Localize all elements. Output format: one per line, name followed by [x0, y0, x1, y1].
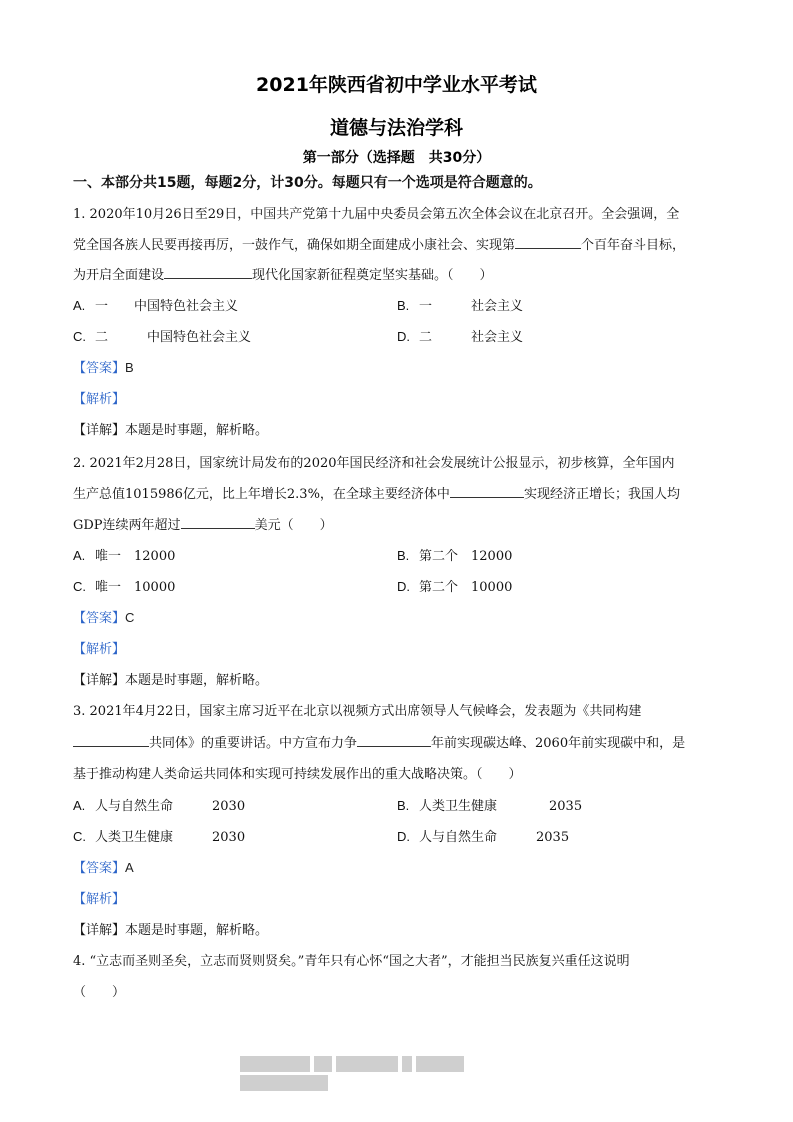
option-text: 第二个 12000 — [419, 549, 513, 564]
option-key: A. — [73, 298, 86, 313]
q2-detail — [73, 669, 268, 688]
q3-option-b[interactable] — [397, 795, 582, 814]
answer-value: B — [125, 360, 134, 375]
option-text: 唯一 12000 — [95, 549, 176, 564]
analysis-label: 【解析】 — [73, 392, 126, 407]
option-text: 一 中国特色社会主义 — [95, 299, 239, 314]
fill-blank — [450, 485, 524, 498]
q2-analysis — [73, 638, 125, 657]
q4-stem-line: （ ） — [73, 985, 126, 1000]
q2-stem-text: GDP连续两年超过 — [73, 518, 181, 533]
option-text: 唯一 10000 — [95, 580, 176, 595]
option-key: A. — [73, 798, 86, 813]
answer-label: 【答案】 — [73, 611, 126, 626]
option-key: D. — [397, 579, 410, 594]
q3-option-c[interactable] — [73, 826, 245, 845]
option-text: 二 中国特色社会主义 — [95, 330, 252, 345]
q2-answer — [73, 607, 134, 626]
q1-stem-text: 为开启全面建设 — [73, 268, 165, 283]
q3-stem-line: 基于推动构建人类命运共同体和实现可持续发展作出的重大战略决策。（ ） — [73, 767, 522, 782]
q1-detail — [73, 419, 268, 438]
q3-stem-line — [73, 732, 685, 751]
q2-option-a[interactable] — [73, 545, 175, 564]
option-key: C. — [73, 329, 86, 344]
q1-option-d[interactable] — [397, 326, 523, 345]
fill-blank — [181, 516, 255, 529]
q2-stem-text: 实现经济正增长；我国人均 — [523, 487, 680, 502]
q1-stem-text: 个百年奋斗目标， — [581, 238, 686, 253]
q1-analysis — [73, 388, 125, 407]
q2-stem-line — [73, 483, 680, 502]
analysis-label: 【解析】 — [73, 892, 126, 907]
option-key: B. — [397, 548, 410, 563]
q3-option-a[interactable] — [73, 795, 245, 814]
option-text: 人与自然生命 2035 — [419, 830, 570, 845]
option-text: 一 社会主义 — [419, 299, 524, 314]
option-key: B. — [397, 298, 410, 313]
q1-stem-line — [73, 264, 493, 283]
option-text: 二 社会主义 — [419, 330, 524, 345]
q3-stem-text: 年前实现碳达峰、2060年前实现碳中和，是 — [431, 736, 686, 751]
q2-option-b[interactable] — [397, 545, 512, 564]
part-heading: 第一部分（选择题 共30分） — [302, 150, 491, 166]
answer-value: C — [125, 610, 135, 625]
q1-stem-line — [73, 234, 685, 253]
option-key: A. — [73, 548, 86, 563]
q2-stem-text: 生产总值1015986亿元，比上年增长2.3%，在全球主要经济体中 — [73, 487, 450, 502]
q1-answer — [73, 357, 134, 376]
q2-stem-text: 美元（ ） — [254, 518, 333, 533]
fill-blank — [164, 266, 252, 279]
q4-stem-line: 4. “立志而圣则圣矣，立志而贤则贤矣。”青年只有心怀“国之大者”，才能担当民族复兴重任这说明 — [73, 954, 630, 969]
option-key: D. — [397, 329, 410, 344]
answer-label: 【答案】 — [73, 361, 126, 376]
fill-blank — [357, 734, 431, 747]
q3-detail — [73, 919, 268, 938]
q3-analysis — [73, 888, 125, 907]
answer-value: A — [125, 860, 134, 875]
option-text: 人类卫生健康 2030 — [95, 830, 246, 845]
detail-label: 【详解】 — [73, 423, 126, 438]
q2-stem-line — [73, 514, 333, 533]
q1-option-a[interactable] — [73, 295, 238, 314]
option-key: C. — [73, 579, 86, 594]
subject-title: 道德与法治学科 — [329, 117, 463, 139]
q1-option-c[interactable] — [73, 326, 251, 345]
q1-option-b[interactable] — [397, 295, 523, 314]
fill-blank — [515, 236, 581, 249]
q1-stem-text: 现代化国家新征程奠定坚实基础。（ ） — [252, 268, 493, 283]
detail-label: 【详解】 — [73, 673, 126, 688]
detail-label: 【详解】 — [73, 923, 126, 938]
q2-stem-line: 2. 2021年2月28日，国家统计局发布的2020年国民经济和社会发展统计公报显示，初步核算，全年国内 — [73, 456, 675, 471]
q3-stem-text: 共同体》的重要讲话。中方宣布力争 — [149, 736, 358, 751]
answer-label: 【答案】 — [73, 861, 126, 876]
q3-stem-line: 3. 2021年4月22日，国家主席习近平在北京以视频方式出席领导人气候峰会，发表题为《共同构建 — [73, 704, 642, 719]
q1-stem-line: 1. 2020年10月26日至29日，中国共产党第十九届中央委员会第五次全体会议在北京召开。全会强调，全 — [73, 207, 680, 222]
option-text: 人与自然生命 2030 — [95, 799, 246, 814]
q1-stem-text: 党全国各族人民要再接再厉，一鼓作气，确保如期全面建成小康社会、实现第 — [73, 238, 516, 253]
option-key: C. — [73, 829, 86, 844]
section-instruction: 一、本部分共15题，每题2分，计30分。每题只有一个选项是符合题意的。 — [73, 175, 542, 191]
option-text: 人类卫生健康 2035 — [419, 799, 583, 814]
detail-text: 本题是时事题，解析略。 — [125, 923, 269, 938]
blurred-footer-watermark — [240, 1056, 555, 1072]
option-key: B. — [397, 798, 410, 813]
fill-blank — [73, 734, 149, 747]
q3-answer — [73, 857, 134, 876]
analysis-label: 【解析】 — [73, 642, 126, 657]
q2-option-c[interactable] — [73, 576, 175, 595]
q2-option-d[interactable] — [397, 576, 512, 595]
q3-option-d[interactable] — [397, 826, 569, 845]
option-text: 第二个 10000 — [419, 580, 513, 595]
option-key: D. — [397, 829, 410, 844]
detail-text: 本题是时事题，解析略。 — [125, 673, 269, 688]
detail-text: 本题是时事题，解析略。 — [125, 423, 269, 438]
exam-title: 2021年陕西省初中学业水平考试 — [256, 74, 537, 96]
